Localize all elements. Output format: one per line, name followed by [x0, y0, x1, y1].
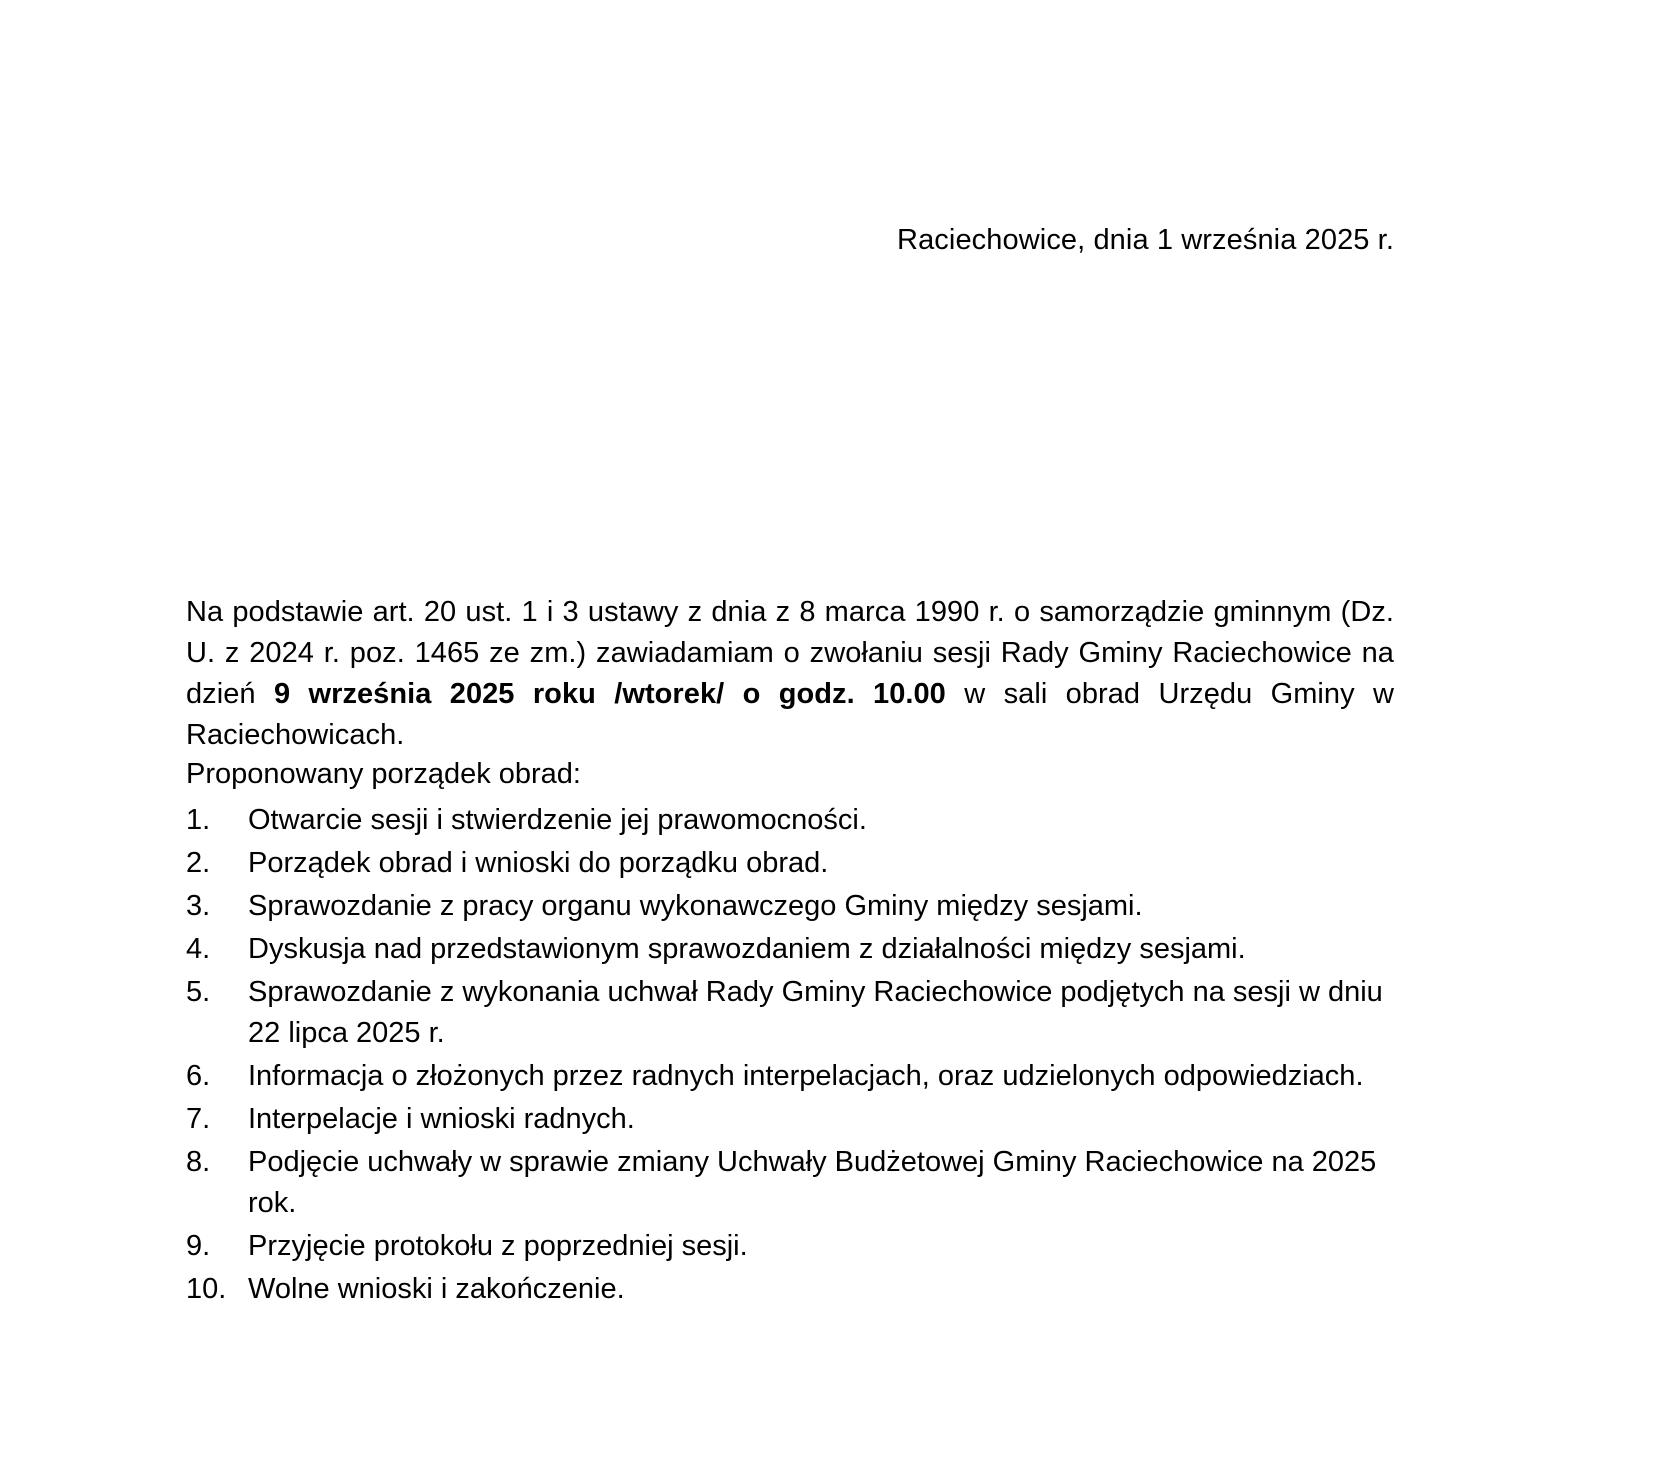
agenda-item-number: 7. [186, 1103, 211, 1135]
intro-text-part-1: Na podstawie art. 20 ust. 1 i 3 ustawy z dnia z 8 marca 1990 r. o samorządzie gminnym (Dz. U. z 2024 r. poz. 1465 ze zm.) zawiadamiam o zwołaniu sesji Rady Gminy Raciechowice na dzień [186, 596, 1394, 710]
agenda-item-text: Podjęcie uchwały w sprawie zmiany Uchwały Budżetowej Gminy Raciechowice na 2025 rok. [248, 1146, 1377, 1219]
agenda-item-number: 10. [186, 1273, 227, 1305]
session-datetime-bold: 9 września 2025 roku /wtorek/ o godz. 10.00 [273, 678, 946, 710]
agenda-item-number: 1. [186, 804, 211, 836]
agenda-item-text: Otwarcie sesji i stwierdzenie jej prawomocności. [248, 804, 867, 836]
agenda-heading: Proponowany porządek obrad: [186, 758, 581, 790]
intro-text-part-2: w sali obrad Urzędu Gminy w Raciechowicach. [186, 678, 1395, 751]
agenda-item [186, 1056, 1398, 1097]
agenda-item-number: 8. [186, 1146, 211, 1178]
agenda-item-number: 2. [186, 847, 211, 879]
intro-paragraph [186, 592, 1394, 756]
agenda-item-text: Dyskusja nad przedstawionym sprawozdaniem z działalności między sesjami. [248, 933, 1246, 965]
agenda-list [186, 800, 1398, 1312]
agenda-item [186, 1269, 1398, 1310]
agenda-item-text: Sprawozdanie z wykonania uchwał Rady Gminy Raciechowice podjętych na sesji w dniu 22 lipca 2025 r. [248, 976, 1383, 1049]
agenda-item-number: 6. [186, 1060, 211, 1092]
agenda-item [186, 1142, 1398, 1224]
agenda-item-text: Przyjęcie protokołu z poprzedniej sesji. [248, 1230, 748, 1262]
agenda-item-number: 5. [186, 976, 211, 1008]
agenda-item [186, 972, 1398, 1054]
agenda-item-text: Porządek obrad i wnioski do porządku obrad. [248, 847, 829, 879]
agenda-item [186, 1226, 1398, 1267]
agenda-item [186, 843, 1398, 884]
agenda-item-number: 9. [186, 1230, 211, 1262]
place-and-date: Raciechowice, dnia 1 września 2025 r. [897, 224, 1394, 256]
agenda-item-text: Interpelacje i wnioski radnych. [248, 1103, 635, 1135]
agenda-item [186, 929, 1398, 970]
agenda-item-number: 3. [186, 890, 211, 922]
agenda-item [186, 1099, 1398, 1140]
agenda-item-text: Wolne wnioski i zakończenie. [248, 1273, 625, 1305]
agenda-item-text: Sprawozdanie z pracy organu wykonawczego Gminy między sesjami. [248, 890, 1143, 922]
agenda-item [186, 886, 1398, 927]
agenda-item-text: Informacja o złożonych przez radnych interpelacjach, oraz udzielonych odpowiedziach. [248, 1060, 1364, 1092]
agenda-item-number: 4. [186, 933, 211, 965]
agenda-item [186, 800, 1398, 841]
